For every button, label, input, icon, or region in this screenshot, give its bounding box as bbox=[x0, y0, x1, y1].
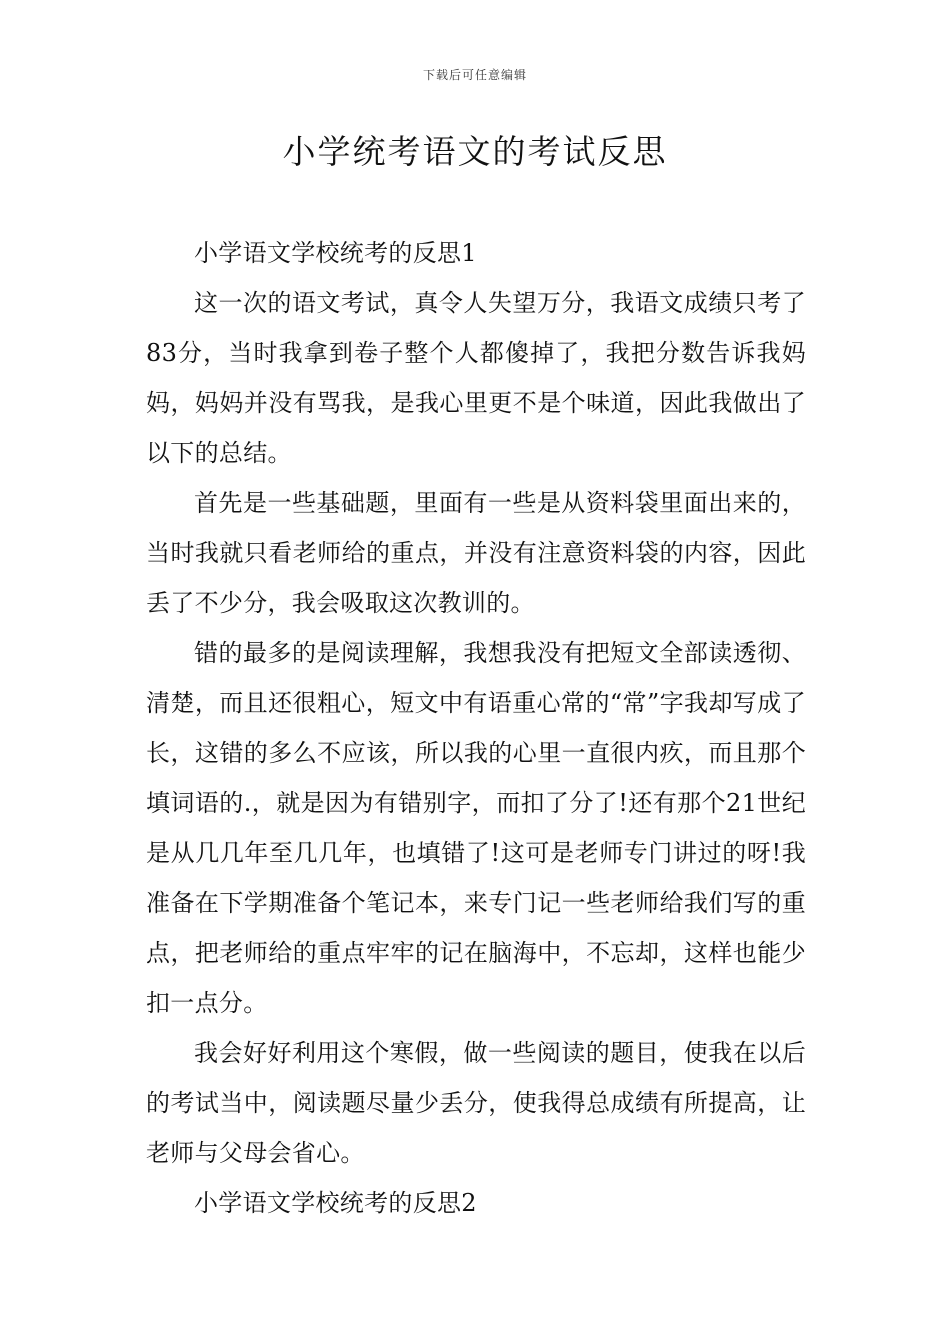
section-heading-1: 小学语文学校统考的反思1 bbox=[194, 239, 477, 267]
paragraph-3: 错的最多的是阅读理解，我想我没有把短文全部读透彻、清楚，而且还很粗心，短文中有语重心常的“常”字我却写成了长，这错的多么不应该，所以我的心里一直很内疚，而且那个填词语的.，就是因为有错别字，而扣了分了!还有那个21世纪是从几几年至几几年，也填错了!这可是老师专门讲过的呀!我准备在下学期准备个笔记本，来专门记一些老师给我们写的重点，把老师给的重点牢牢的记在脑海中，不忘却，这样也能少扣一点分。 bbox=[146, 639, 806, 1017]
section-heading-2: 小学语文学校统考的反思2 bbox=[194, 1189, 477, 1217]
page-header-note: 下载后可任意编辑 bbox=[422, 68, 527, 82]
document-title: 小学统考语文的考试反思 bbox=[282, 132, 668, 171]
document-body bbox=[146, 228, 806, 1228]
paragraph-1: 这一次的语文考试，真令人失望万分，我语文成绩只考了83分，当时我拿到卷子整个人都傻掉了，我把分数告诉我妈妈，妈妈并没有骂我，是我心里更不是个味道，因此我做出了以下的总结。 bbox=[146, 289, 806, 467]
paragraph-4: 我会好好利用这个寒假，做一些阅读的题目，使我在以后的考试当中，阅读题尽量少丢分，使我得总成绩有所提高，让老师与父母会省心。 bbox=[146, 1039, 806, 1167]
paragraph-2: 首先是一些基础题，里面有一些是从资料袋里面出来的，当时我就只看老师给的重点，并没有注意资料袋的内容，因此丢了不少分，我会吸取这次教训的。 bbox=[146, 489, 806, 617]
